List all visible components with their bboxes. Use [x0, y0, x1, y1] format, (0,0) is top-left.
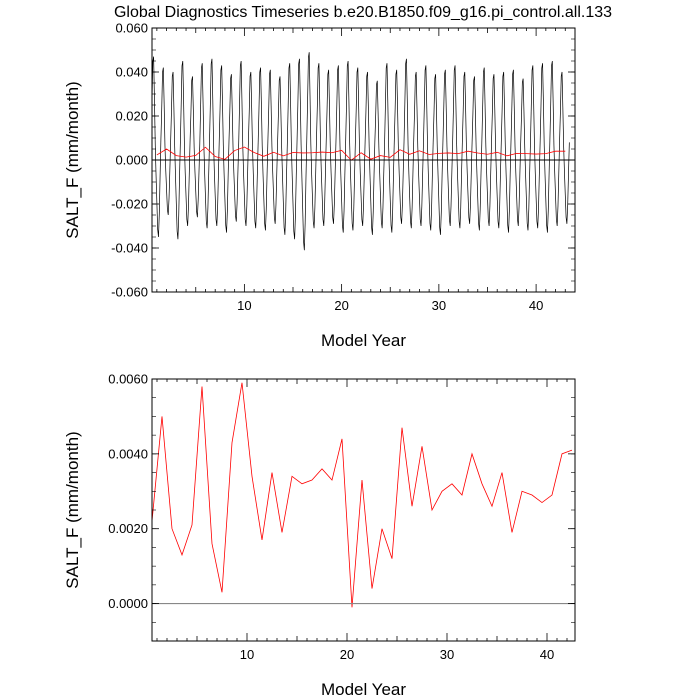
y-tick-label: 0.0020 — [108, 521, 148, 537]
x-tick-label: 30 — [439, 647, 455, 662]
x-tick-label: 10 — [239, 647, 255, 662]
plot-frame — [152, 379, 575, 641]
y-tick-label: -0.060 — [111, 284, 148, 300]
x-tick-label: 20 — [339, 647, 355, 662]
chart-panel-top — [63, 21, 575, 351]
annual-mean-series-line — [157, 147, 565, 160]
y-axis-title: SALT_F (mm/month) — [63, 431, 82, 589]
y-tick-label: 0.040 — [115, 64, 148, 80]
x-axis-title: Model Year — [320, 331, 407, 350]
x-tick-label: 30 — [431, 298, 447, 313]
y-tick-label: 0.0000 — [108, 596, 148, 612]
x-tick-label: 40 — [528, 298, 544, 313]
y-tick-label: 0.000 — [115, 152, 148, 168]
x-tick-label: 10 — [237, 298, 252, 313]
figure-title: Global Diagnostics Timeseries b.e20.B1850.f09_g16.pi_control.all.133 — [113, 4, 613, 21]
chart-panel-bottom — [63, 372, 575, 700]
x-tick-label: 40 — [539, 647, 555, 662]
y-tick-label: 0.020 — [115, 108, 148, 124]
y-tick-label: 0.0040 — [108, 446, 148, 462]
annual-mean-series-line — [152, 383, 572, 608]
y-tick-label: -0.040 — [111, 240, 148, 256]
y-axis-title: SALT_F (mm/month) — [63, 81, 82, 239]
y-tick-label: 0.060 — [115, 20, 148, 36]
x-tick-label: 20 — [334, 298, 349, 313]
y-tick-label: -0.020 — [111, 196, 148, 212]
monthly-series-line — [152, 52, 569, 250]
x-axis-title: Model Year — [320, 680, 407, 699]
y-tick-label: 0.0060 — [108, 371, 148, 387]
